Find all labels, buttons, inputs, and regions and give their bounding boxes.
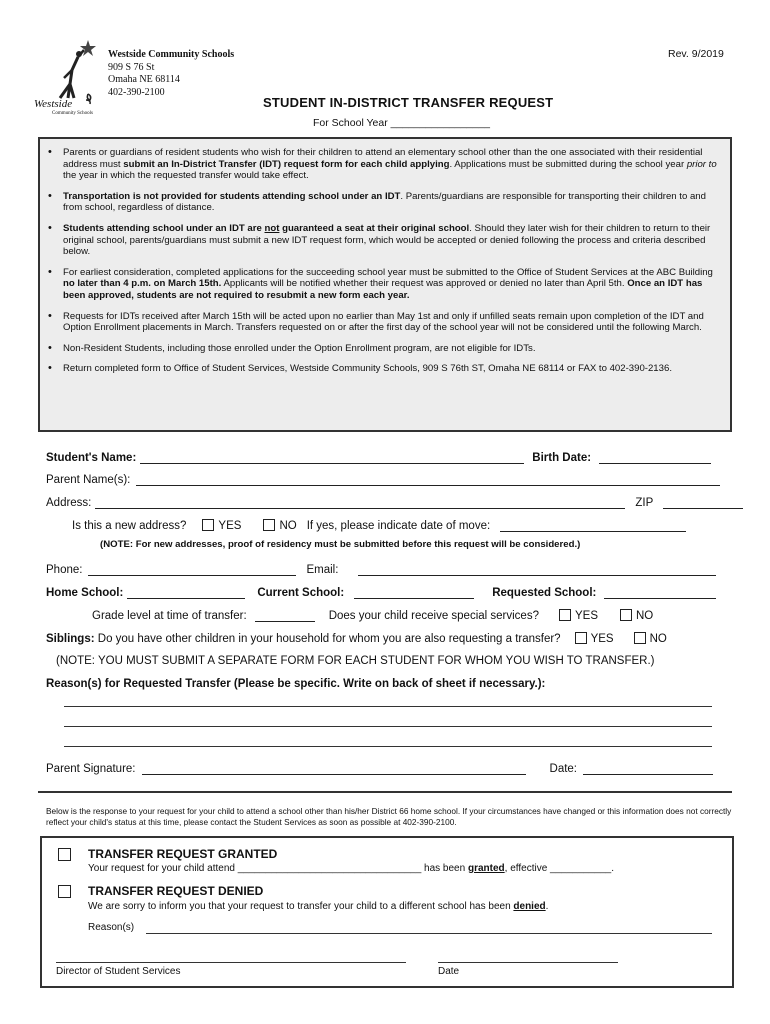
reason-line[interactable] [64,706,712,707]
address-label: Address: [46,497,92,509]
instruction-item: • Transportation is not provided for students attending school under an IDT. Parents/guardians are responsible for transporting their children to and from school, regardless of distance. [48,191,724,214]
move-date-input[interactable] [500,520,686,532]
siblings-no-label: NO [649,633,667,645]
denied-text: We are sorry to inform you that your request to transfer your child to a different school has been denied. [88,901,549,912]
new-address-question: Is this a new address? [72,520,187,532]
logo-wordmark: Westside [34,98,73,110]
reason-line[interactable] [64,746,712,747]
new-address-yes-label: YES [218,520,242,532]
signature-input[interactable] [142,763,526,775]
instruction-item: • Students attending school under an IDT are not guaranteed a seat at their original school. Should they later wish for their children to return to their original school, parents/guardians must submit a new IDT request form, which would be accepted or denied following the process and criteria described below. [48,223,724,258]
page-title: STUDENT IN-DISTRICT TRANSFER REQUEST [263,95,554,110]
siblings-yes-label: YES [590,633,614,645]
section-divider [38,791,732,793]
new-address-note: (NOTE: For new addresses, proof of residency must be submitted before this request will be considered.) [100,539,581,550]
address-line-2: Omaha NE 68114 [108,74,180,85]
director-signature-line[interactable] [56,962,406,963]
student-name-input[interactable] [140,452,524,464]
siblings-label: Siblings: [46,633,95,645]
instruction-item: • For earliest consideration, completed applications for the succeeding school year must be submitted to the Office of Student Services at the ABC Building no later than 4 p.m. on March 15th. Applicants will be notified whether their request was approved or denied no later than April 5th. Once an IDT has been approved, students are not required to resubmit a new form each year. [48,267,724,302]
instruction-item: • Return completed form to Office of Student Services, Westside Community Schools, 909 S 76th ST, Omaha NE 68114 or FAX to 402-390-2136. [48,363,724,375]
logo-subtext: Community Schools [52,111,93,116]
new-address-no-checkbox[interactable] [263,519,275,531]
instruction-item: • Requests for IDTs received after March 15th will be acted upon no earlier than May 1st and only if unfilled seats remain upon completion of the IDT and Option Enrollment placements in March. Transfers requested on or after the first day of the school year will not be considered until the following March. [48,311,724,334]
contact-row [46,564,716,576]
email-input[interactable] [358,564,716,576]
granted-title: TRANSFER REQUEST GRANTED [88,847,278,861]
signature-date-input[interactable] [583,763,713,775]
parent-names-input[interactable] [136,474,720,486]
phone-label: Phone: [46,564,83,576]
response-box [40,836,734,988]
new-address-row [72,519,686,532]
response-intro: Below is the response to your request for your child to attend a school other than his/her District 66 home school. If your circumstances have changed or this information does not correctly reflect your child's status at this time, please contact the Student Services as soon as possible at 402-390-2100. [46,806,732,827]
special-services-no-checkbox[interactable] [620,609,632,621]
home-school-label: Home School: [46,587,124,599]
address-input[interactable] [95,497,625,509]
grade-row [92,609,653,622]
birth-date-label: Birth Date: [532,452,592,464]
new-address-yes-checkbox[interactable] [202,519,214,531]
reasons-label: Reason(s) for Requested Transfer (Please be specific. Write on back of sheet if necessary.): [46,678,546,690]
signature-row [46,763,713,775]
siblings-no-checkbox[interactable] [634,632,646,644]
phone-input[interactable] [88,564,296,576]
separate-form-note: (NOTE: YOU MUST SUBMIT A SEPARATE FORM FOR EACH STUDENT FOR WHOM YOU WISH TO TRANSFER.) [56,655,655,667]
denied-checkbox[interactable] [58,885,71,898]
student-name-label: Student's Name: [46,452,137,464]
district-address [108,49,234,99]
siblings-question: Do you have other children in your household for whom you are also requesting a transfer? [94,633,561,645]
grade-level-label: Grade level at time of transfer: [92,610,247,622]
current-school-input[interactable] [354,587,474,599]
signature-date-label: Date: [549,763,578,775]
special-services-no-label: NO [636,610,654,622]
parent-names-label: Parent Name(s): [46,474,131,486]
denied-title: TRANSFER REQUEST DENIED [88,884,264,898]
grade-level-input[interactable] [255,610,315,622]
current-school-label: Current School: [257,587,345,599]
director-date-label: Date [438,966,460,977]
district-phone: 402-390-2100 [108,86,165,98]
director-date-line[interactable] [438,962,618,963]
address-row [46,497,743,509]
denied-reasons-line[interactable] [146,933,712,934]
school-year-field[interactable]: For School Year _________________ [313,117,490,129]
denied-reasons-label: Reason(s) [88,922,135,933]
siblings-row [46,632,667,645]
signature-label: Parent Signature: [46,763,136,775]
school-row [46,587,716,599]
new-address-no-label: NO [279,520,297,532]
student-name-row [46,452,711,464]
home-school-input[interactable] [127,587,245,599]
move-date-label: If yes, please indicate date of move: [306,520,491,532]
zip-label: ZIP [635,497,654,509]
parent-names-row [46,474,720,486]
email-label: Email: [306,564,339,576]
granted-text: Your request for your child attend _________________________________ has been granted, effective ___________. [88,863,614,874]
granted-checkbox[interactable] [58,848,71,861]
westside-logo [34,38,100,122]
instructions-box [38,137,732,432]
requested-school-input[interactable] [604,587,716,599]
instruction-item: • Non-Resident Students, including those enrolled under the Option Enrollment program, are not eligible for IDTs. [48,343,724,355]
special-services-question: Does your child receive special services? [328,610,539,622]
org-name: Westside Community Schools [108,49,235,60]
special-services-yes-checkbox[interactable] [559,609,571,621]
birth-date-input[interactable] [599,452,711,464]
revision-date: Rev. 9/2019 [668,48,724,60]
address-line-1: 909 S 76 St [108,61,155,73]
requested-school-label: Requested School: [492,587,597,599]
reason-line[interactable] [64,726,712,727]
zip-input[interactable] [663,497,743,509]
director-label: Director of Student Services [56,966,181,977]
instruction-item: • Parents or guardians of resident students who wish for their children to attend an elementary school other than the one associated with their residential address must submit an In-District Transfer (IDT) request form for each child applying. Applications must be submitted during the school year prior to the year in which the requested transfer would take effect. [48,147,724,182]
siblings-yes-checkbox[interactable] [575,632,587,644]
special-services-yes-label: YES [574,610,598,622]
